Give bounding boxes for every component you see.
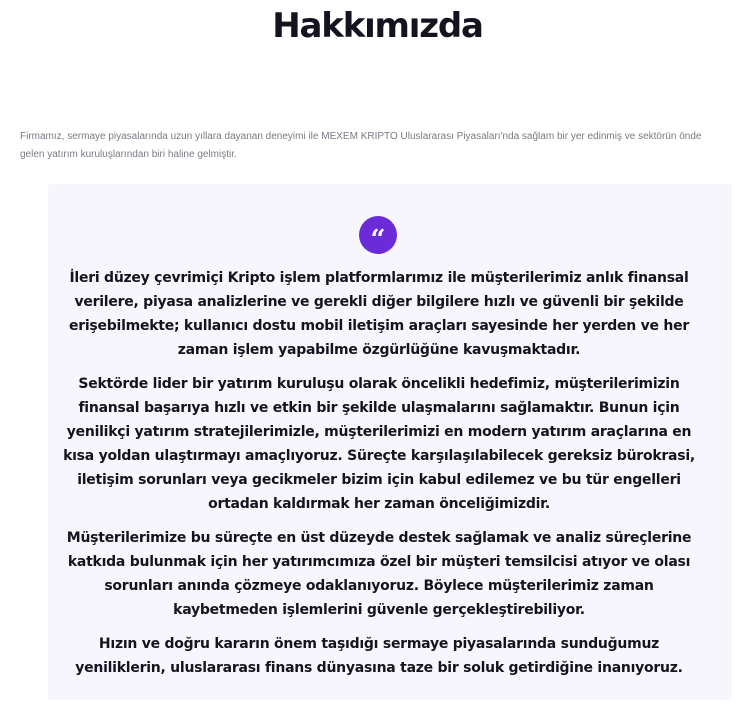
- quote-paragraph-1: İleri düzey çevrimiçi Kripto işlem platformlarımız ile müşterilerimiz anlık finansal verilere, piyasa analizlerine ve gerekli diğer bilgilere hızlı ve güvenli bir şekilde erişebilmekte; kullanıcı dostu mobil iletişim araçları sayesinde her yerden ve her zaman işlem yapabilme özgürlüğüne kavuşmaktadır.: [68, 270, 689, 358]
- page-title: Hakkımızda: [272, 6, 483, 46]
- quote-card: [48, 184, 732, 700]
- quote-body: [56, 266, 702, 690]
- quote-paragraph-4: Hızın ve doğru kararın önem taşıdığı sermaye piyasalarında sunduğumuz yeniliklerin, uluslararası finans dünyasına taze bir soluk getirdiğine inanıyoruz.: [75, 636, 683, 676]
- quote-paragraph-2: Sektörde lider bir yatırım kuruluşu olarak öncelikli hedefimiz, müşterilerimizin finansal başarıya hızlı ve etkin bir şekilde ulaşmalarını sağlamaktır. Bunun için yenilikçi yatırım stratejilerimizle, müşterilerimizi en modern yatırım araçlarına en kısa yoldan ulaştırmayı amaçlıyoruz. Süreçte karşılaşılabilecek gereksiz bürokrasi, iletişim sorunları veya gecikmeler bizim için kabul edilemez ve bu tür engelleri ortadan kaldırmak her zaman önceliğimizdir.: [63, 376, 695, 512]
- intro-text: Firmamız, sermaye piyasalarında uzun yıllara dayanan deneyimi ile MEXEM KRIPTO Uluslararası Piyasaları'nda sağlam bir yer edinmiş ve sektörün önde gelen yatırım kuruluşlarından biri haline gelmiştir.: [20, 131, 702, 160]
- quote-paragraph-3: Müşterilerimize bu süreçte en üst düzeyde destek sağlamak ve analiz süreçlerine katkıda bulunmak için her yatırımcımıza özel bir müşteri temsilcisi atıyor ve olası sorunları anında çözmeye odaklanıyoruz. Böylece müşterilerimiz zaman kaybetmeden işlemlerini güvenle gerçekleştirebiliyor.: [66, 530, 692, 618]
- quote-icon: “: [359, 216, 397, 254]
